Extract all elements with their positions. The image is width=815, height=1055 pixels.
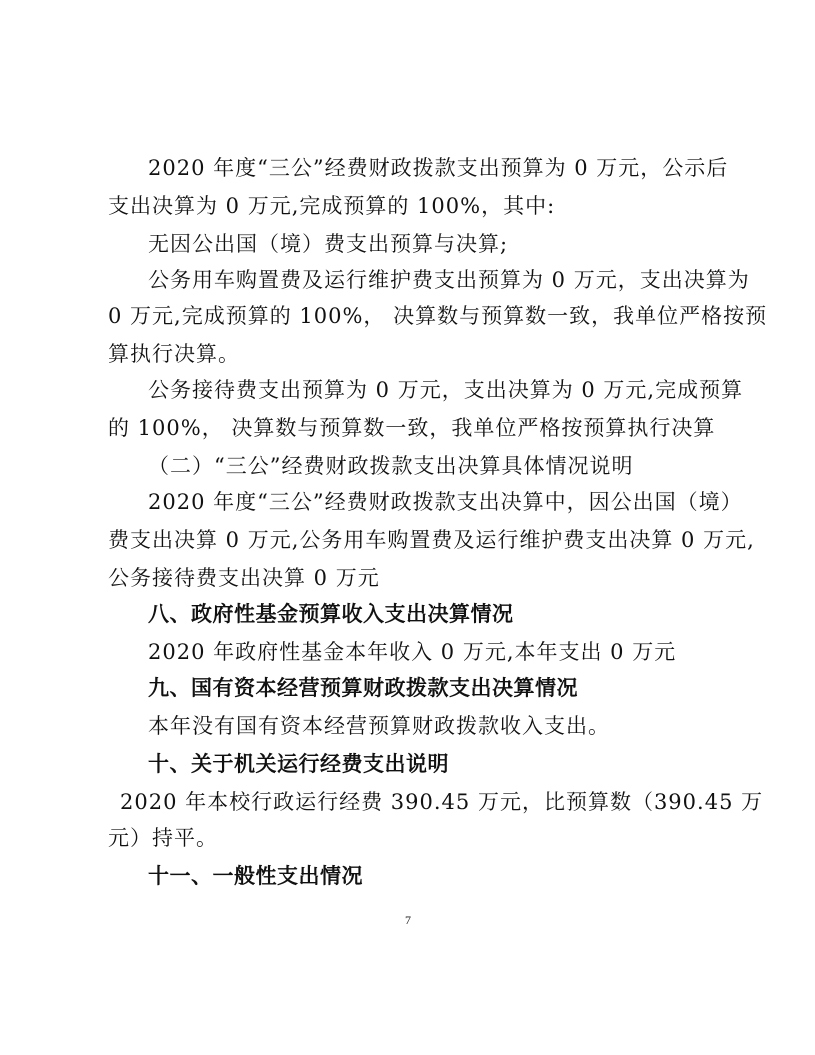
section-heading-8: 八、政府性基金预算收入支出决算情况: [148, 602, 514, 626]
section-heading-10: 十、关于机关运行经费支出说明: [148, 752, 449, 776]
paragraph-line: 公务接待费支出预算为 0 万元，支出决算为 0 万元,完成预算: [148, 378, 744, 402]
section-heading-11: 十一、一般性支出情况: [148, 864, 363, 888]
subsection-title: （二）“三公”经费财政拨款支出决算具体情况说明: [148, 454, 634, 478]
paragraph-line: 费支出决算 0 万元,公务用车购置费及运行维护费支出决算 0 万元,: [108, 528, 755, 552]
section-10-text: 元）持平。: [108, 826, 218, 850]
paragraph-line: 2020 年度“三公”经费财政拨款支出决算中，因公出国（境）: [148, 490, 743, 514]
section-8-text: 2020 年政府性基金本年收入 0 万元,本年支出 0 万元: [148, 640, 677, 664]
paragraph-line: 支出决算为 0 万元,完成预算的 100%，其中:: [108, 194, 556, 218]
section-9-text: 本年没有国有资本经营预算财政拨款收入支出。: [148, 714, 610, 738]
paragraph-line: 无因公出国（境）费支出预算与决算;: [148, 232, 509, 256]
section-heading-9: 九、国有资本经营预算财政拨款支出决算情况: [148, 676, 578, 700]
section-10-text: 2020 年本校行政运行经费 390.45 万元，比预算数（390.45 万: [120, 790, 764, 814]
paragraph-line: 的 100%， 决算数与预算数一致，我单位严格按预算执行决算: [108, 416, 716, 440]
paragraph-line: 0 万元,完成预算的 100%， 决算数与预算数一致，我单位严格按预: [108, 304, 768, 328]
paragraph-line: 公务接待费支出决算 0 万元: [108, 566, 380, 590]
page-number: 7: [405, 913, 411, 927]
paragraph-line: 公务用车购置费及运行维护费支出预算为 0 万元，支出决算为: [148, 268, 750, 292]
paragraph-line: 2020 年度“三公”经费财政拨款支出预算为 0 万元，公示后: [148, 156, 729, 180]
paragraph-line: 算执行决算。: [108, 342, 240, 366]
